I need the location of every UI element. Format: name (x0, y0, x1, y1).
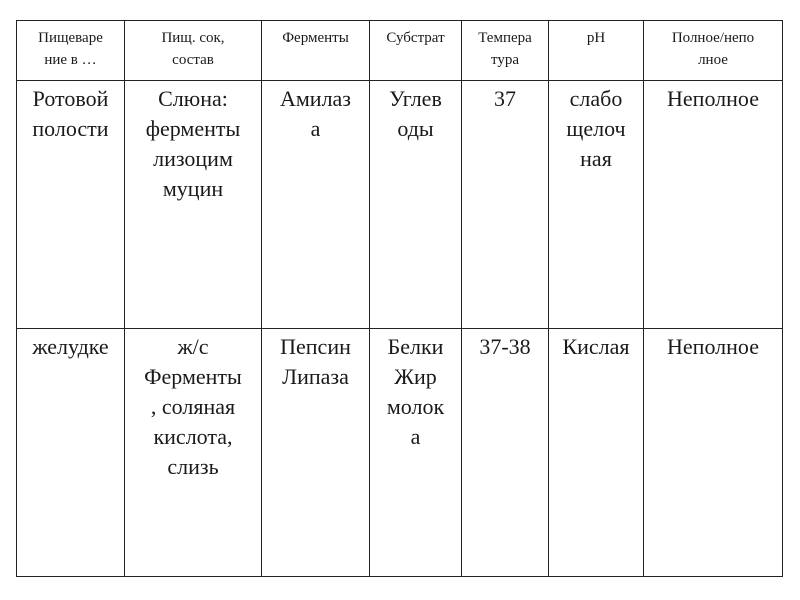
header-substrate (370, 21, 462, 81)
cell-text: Слюна: ферменты лизоцим муцин (145, 86, 241, 201)
header-substrate-label: Субстрат (386, 30, 445, 46)
header-enzymes (262, 21, 370, 81)
table-cell (644, 81, 783, 329)
table-cell (370, 81, 462, 329)
header-completeness (644, 21, 783, 81)
table-cell (462, 81, 549, 329)
table-cell (644, 329, 783, 577)
cell-text: Ротовой полости (32, 86, 109, 141)
cell-text: 37 (494, 86, 516, 111)
digestion-table (16, 20, 783, 577)
header-temperature (462, 21, 549, 81)
cell-text: Белки Жир молок а (386, 334, 445, 449)
table-cell (262, 81, 370, 329)
table-cell (17, 81, 125, 329)
table-cell (549, 81, 644, 329)
header-completeness-label: Полное/непо лное (671, 30, 755, 68)
cell-text: слабо щелоч ная (566, 86, 626, 171)
table-cell (125, 329, 262, 577)
header-row (17, 21, 783, 81)
table-cell (17, 329, 125, 577)
cell-text: Углев оды (389, 86, 442, 141)
cell-text: 37-38 (479, 334, 531, 359)
table-cell (462, 329, 549, 577)
header-ph-label: рН (586, 30, 606, 46)
cell-text: Амилаз а (279, 86, 352, 141)
table-row (17, 81, 783, 329)
cell-text: ж/с Ферменты , соляная кислота, слизь (144, 334, 242, 479)
header-temperature-label: Темпера тура (478, 30, 532, 68)
cell-text: желудке (32, 334, 109, 359)
header-ph (549, 21, 644, 81)
table-cell (370, 329, 462, 577)
cell-text: Пепсин Липаза (280, 334, 351, 389)
table-cell (549, 329, 644, 577)
header-digestion-in-label: Пищеваре ние в … (38, 30, 103, 68)
table-row (17, 329, 783, 577)
header-enzymes-label: Ферменты (282, 30, 349, 46)
cell-text: Кислая (562, 334, 630, 359)
header-juice-composition (125, 21, 262, 81)
cell-text: Неполное (667, 334, 759, 359)
table-cell (262, 329, 370, 577)
cell-text: Неполное (667, 86, 759, 111)
header-digestion-in (17, 21, 125, 81)
table-cell (125, 81, 262, 329)
header-juice-composition-label: Пищ. сок, состав (161, 30, 225, 68)
